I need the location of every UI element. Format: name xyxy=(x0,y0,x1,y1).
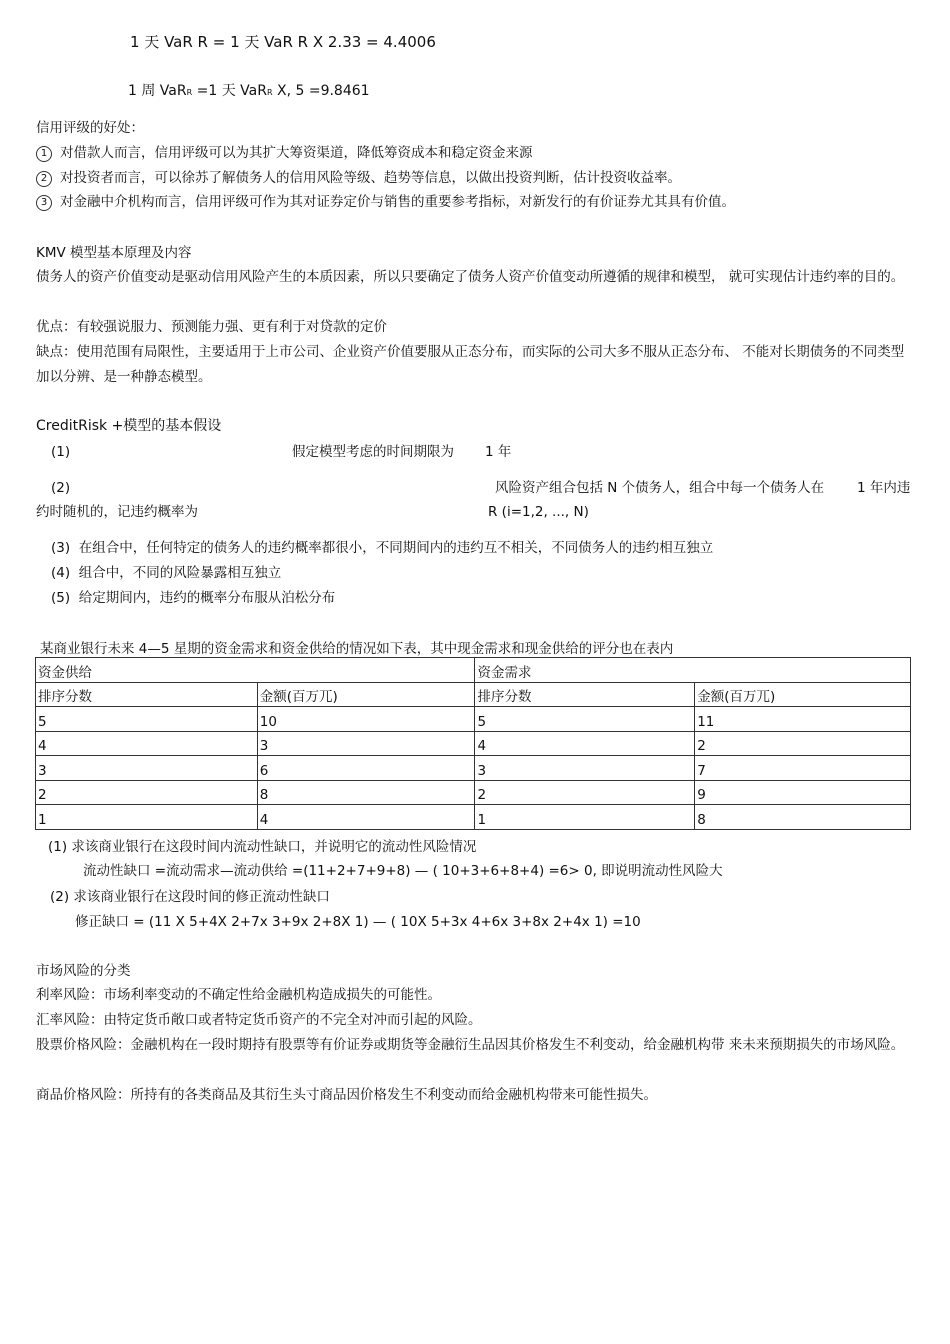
assumption-num: (1) xyxy=(51,444,71,460)
assumption-num: (2) xyxy=(51,480,71,496)
assumption-text: 给定期间内，违约的概率分布服从泊松分布 xyxy=(78,590,336,606)
table-row xyxy=(36,731,911,756)
assumption-text: 风险资产组合包括 N 个债务人，组合中每一个债务人在 xyxy=(495,480,825,496)
rating-item-text: 对金融中介机构而言，信用评级可作为其对证券定价与销售的重要参考指标，对新发行的有价证券尤其具有价值。 xyxy=(60,194,735,210)
rating-item-text: 对借款人而言，信用评级可以为其扩大筹资渠道，降低筹资成本和稳定资金来源 xyxy=(60,145,533,161)
table-cell: 2 xyxy=(695,731,911,756)
supply-header: 资金供给 xyxy=(36,658,475,683)
assumption-text-cont: 约时随机的，记违约概率为 xyxy=(36,504,198,520)
assumption-item xyxy=(51,588,335,608)
rating-item xyxy=(36,168,681,188)
table-cell: 3 xyxy=(36,756,258,781)
assumption-value: 1 年 xyxy=(485,444,512,460)
table-cell: 5 xyxy=(475,707,695,732)
kmv-heading: KMV 模型基本原理及内容 xyxy=(36,245,192,261)
table-cell: 5 xyxy=(36,707,258,732)
market-heading: 市场风险的分类 xyxy=(36,963,131,979)
circled-number: 1 xyxy=(36,146,52,162)
rating-item xyxy=(36,143,533,163)
assumption-text: 假定模型考虑的时间期限为 xyxy=(292,444,454,460)
var-eq: =1 天 VaR xyxy=(196,83,267,99)
rating-item xyxy=(36,192,735,212)
assumption-num: (4) xyxy=(51,565,71,581)
circled-number: 2 xyxy=(36,171,52,187)
assumption-value: 1 年内违 xyxy=(857,480,911,496)
assumption-num: (3) xyxy=(51,540,71,556)
table-cell: 2 xyxy=(475,780,695,805)
fx-risk: 汇率风险：由特定货币敞口或者特定货币资产的不完全对冲而引起的风险。 xyxy=(36,1012,482,1028)
assumption-num: (5) xyxy=(51,590,71,606)
kmv-disadvantages: 缺点：使用范围有局限性，主要适用于上市公司、企业资产价值要服从正态分布，而实际的公司大多不服从正态分布、 不能对长期债务的不同类型加以分辨、是一种静态模型。 xyxy=(36,344,905,385)
var-week-formula xyxy=(128,80,370,100)
subscript-r: R xyxy=(266,88,273,97)
equity-price-risk: 股票价格风险：金融机构在一段时期持有股票等有价证券或期货等金融衍生品因其价格发生不利变动，给金融机构带 来未来预期损失的市场风险。 xyxy=(36,1037,905,1053)
rating-heading: 信用评级的好处： xyxy=(36,120,144,136)
cash-table xyxy=(35,657,911,830)
var-tail: , 5 =9.8461 xyxy=(286,83,370,99)
table-row xyxy=(36,707,911,732)
col-score: 排序分数 xyxy=(36,682,258,707)
commodity-price-risk: 商品价格风险：所持有的各类商品及其衍生头寸商品因价格发生不利变动而给金融机构带来可能性损失。 xyxy=(36,1087,657,1103)
table-cell: 8 xyxy=(257,780,475,805)
col-amount: 金额(百万兀) xyxy=(257,682,475,707)
table-row xyxy=(36,658,911,683)
var-x: X xyxy=(276,83,287,99)
assumption-item xyxy=(51,563,281,583)
table-cell: 10 xyxy=(257,707,475,732)
table-cell: 9 xyxy=(695,780,911,805)
table-row xyxy=(36,780,911,805)
assumption-item xyxy=(51,538,713,558)
table-cell: 11 xyxy=(695,707,911,732)
interest-rate-risk: 利率风险：市场利率变动的不确定性给金融机构造成损失的可能性。 xyxy=(36,987,441,1003)
table-cell: 3 xyxy=(475,756,695,781)
creditrisk-heading: CreditRisk +模型的基本假设 xyxy=(36,418,222,434)
table-cell: 2 xyxy=(36,780,258,805)
table-cell: 4 xyxy=(36,731,258,756)
var-week-label: 1 周 VaR xyxy=(128,83,187,99)
subscript-r: R xyxy=(186,88,193,97)
kmv-principle: 债务人的资产价值变动是驱动信用风险产生的本质因素，所以只要确定了债务人资产价值变动所遵循的规律和模型， 就可实现估计违约率的目的。 xyxy=(36,269,905,285)
answer-1: 流动性缺口 =流动需求—流动供给 =(11+2+7+9+8) — ( 10+3+6+8+4) =6> 0, 即说明流动性风险大 xyxy=(83,863,723,879)
rating-item-text: 对投资者而言，可以徐苏了解债务人的信用风险等级、趋势等信息，以做出投资判断，估计投资收益率。 xyxy=(60,170,681,186)
assumption-formula: R (i=1,2, ..., N) xyxy=(488,504,589,520)
question-1: (1) 求该商业银行在这段时间内流动性缺口，并说明它的流动性风险情况 xyxy=(48,839,477,855)
table-row xyxy=(36,682,911,707)
table-cell: 8 xyxy=(695,805,911,830)
col-amount: 金额(百万兀) xyxy=(695,682,911,707)
circled-number: 3 xyxy=(36,195,52,211)
table-cell: 4 xyxy=(475,731,695,756)
answer-2: 修正缺口 = (11 X 5+4X 2+7x 3+9x 2+8X 1) — ( 10X 5+3x 4+6x 3+8x 2+4x 1) =10 xyxy=(75,914,641,930)
table-row xyxy=(36,756,911,781)
assumption-text: 在组合中，任何特定的债务人的违约概率都很小，不同期间内的违约互不相关，不同债务人的违约相互独立 xyxy=(78,540,714,556)
assumption-text: 组合中，不同的风险暴露相互独立 xyxy=(78,565,282,581)
table-cell: 4 xyxy=(257,805,475,830)
kmv-advantages: 优点：有较强说服力、预测能力强、更有利于对贷款的定价 xyxy=(36,319,387,335)
table-cell: 7 xyxy=(695,756,911,781)
table-cell: 1 xyxy=(475,805,695,830)
table-cell: 1 xyxy=(36,805,258,830)
demand-header: 资金需求 xyxy=(475,658,911,683)
table-row xyxy=(36,805,911,830)
question-2: (2) 求该商业银行在这段时间的修正流动性缺口 xyxy=(50,889,330,905)
table-cell: 3 xyxy=(257,731,475,756)
bank-intro: 某商业银行未来 4—5 星期的资金需求和资金供给的情况如下表，其中现金需求和现金供给的评分也在表内 xyxy=(40,641,674,657)
table-cell: 6 xyxy=(257,756,475,781)
cut-off-formula: 1 天 VaR R = 1 天 VaR R X 2.33 = 4.4006 xyxy=(130,33,436,51)
col-score: 排序分数 xyxy=(475,682,695,707)
